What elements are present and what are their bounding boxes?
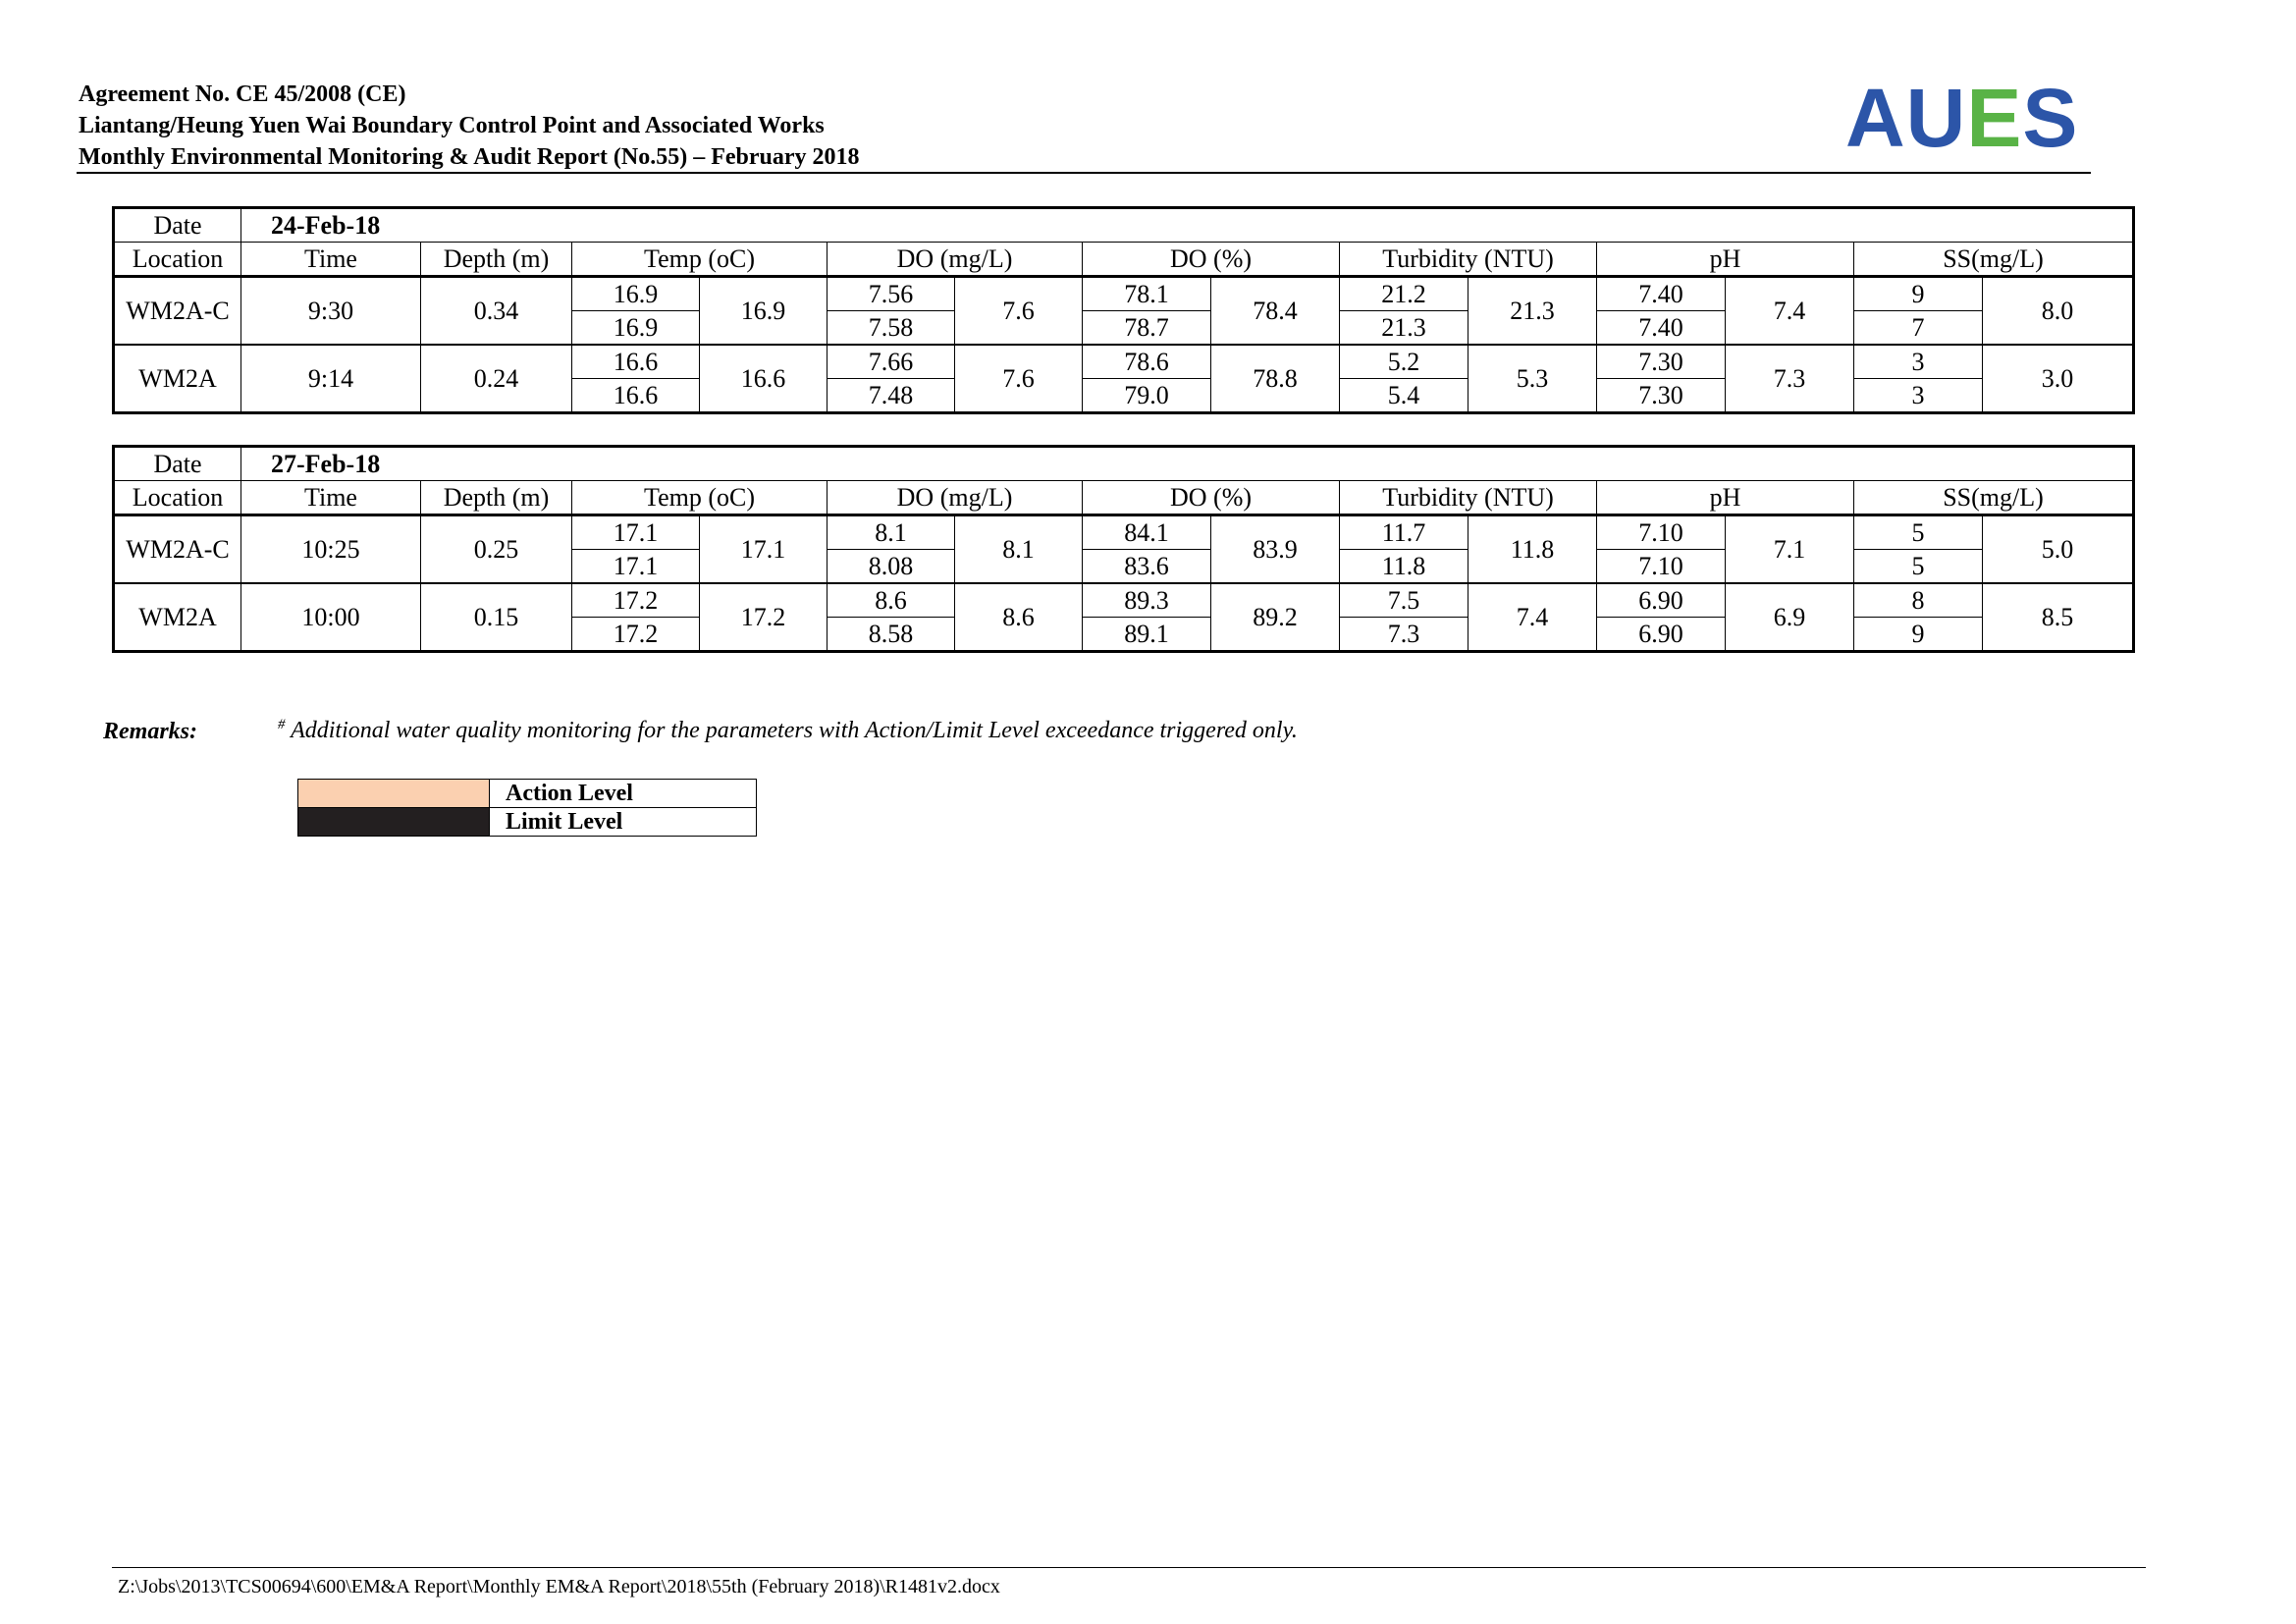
legend-row — [298, 808, 757, 837]
do-mgl-average: 8.1 — [955, 515, 1083, 584]
ss-reading: 9 — [1854, 618, 1983, 652]
ph-average: 7.1 — [1726, 515, 1854, 584]
turbidity-average: 11.8 — [1468, 515, 1597, 584]
col-do-pct: DO (%) — [1083, 481, 1340, 515]
ph-reading: 7.40 — [1597, 277, 1726, 311]
depth-cell: 0.34 — [421, 277, 572, 346]
remarks-text — [278, 717, 1298, 744]
col-do-pct: DO (%) — [1083, 243, 1340, 277]
turbidity-reading: 7.5 — [1340, 583, 1468, 618]
do-mgl-reading: 8.58 — [828, 618, 955, 652]
do-pct-average: 83.9 — [1211, 515, 1340, 584]
do-mgl-reading: 7.56 — [828, 277, 955, 311]
location-cell: WM2A — [114, 583, 241, 652]
col-temp: Temp (oC) — [572, 481, 828, 515]
aues-logo — [1845, 72, 2079, 164]
date-label: Date — [114, 208, 241, 243]
do-pct-reading: 79.0 — [1083, 379, 1211, 413]
turbidity-average: 21.3 — [1468, 277, 1597, 346]
report-title: Monthly Environmental Monitoring & Audit Report (No.55) – February 2018 — [79, 144, 860, 170]
col-turbidity: Turbidity (NTU) — [1340, 481, 1597, 515]
col-location: Location — [114, 243, 241, 277]
logo-text-s: S — [2022, 72, 2079, 164]
project-title: Liantang/Heung Yuen Wai Boundary Control Point and Associated Works — [79, 113, 825, 138]
do-mgl-reading: 8.6 — [828, 583, 955, 618]
ph-reading: 6.90 — [1597, 618, 1726, 652]
ss-reading: 5 — [1854, 515, 1983, 550]
date-row — [114, 208, 2134, 243]
date-label: Date — [114, 447, 241, 481]
table-row — [114, 345, 2134, 379]
turbidity-reading: 11.8 — [1340, 550, 1468, 584]
table-row — [114, 583, 2134, 618]
col-depth: Depth (m) — [421, 481, 572, 515]
water-quality-table-1 — [112, 206, 2135, 414]
do-pct-reading: 84.1 — [1083, 515, 1211, 550]
report-header — [79, 79, 2086, 173]
temp-reading: 16.9 — [572, 311, 700, 346]
footer-file-path: Z:\Jobs\2013\TCS00694\600\EM&A Report\Monthly EM&A Report\2018\55th (February 2018)\R1481v2.docx — [118, 1576, 1000, 1597]
turbidity-average: 7.4 — [1468, 583, 1597, 652]
do-pct-reading: 83.6 — [1083, 550, 1211, 584]
turbidity-reading: 21.2 — [1340, 277, 1468, 311]
remarks-marker: # — [278, 717, 286, 732]
header-divider — [77, 172, 2091, 174]
ss-reading: 8 — [1854, 583, 1983, 618]
do-mgl-average: 7.6 — [955, 277, 1083, 346]
col-ph: pH — [1597, 243, 1854, 277]
time-cell: 10:00 — [241, 583, 421, 652]
do-mgl-reading: 7.66 — [828, 345, 955, 379]
temp-reading: 16.9 — [572, 277, 700, 311]
temp-average: 17.1 — [700, 515, 828, 584]
table-row — [114, 515, 2134, 550]
do-mgl-reading: 7.48 — [828, 379, 955, 413]
remarks-body: Additional water quality monitoring for the parameters with Action/Limit Level exceedance triggered only. — [285, 718, 1298, 743]
date-value: 27-Feb-18 — [241, 447, 572, 481]
col-depth: Depth (m) — [421, 243, 572, 277]
ph-reading: 7.10 — [1597, 515, 1726, 550]
ph-reading: 7.40 — [1597, 311, 1726, 346]
col-time: Time — [241, 243, 421, 277]
ss-average: 8.5 — [1983, 583, 2134, 652]
col-temp: Temp (oC) — [572, 243, 828, 277]
ss-average: 3.0 — [1983, 345, 2134, 413]
ph-average: 6.9 — [1726, 583, 1854, 652]
depth-cell: 0.24 — [421, 345, 572, 413]
temp-reading: 17.1 — [572, 515, 700, 550]
ph-reading: 7.30 — [1597, 379, 1726, 413]
turbidity-reading: 5.4 — [1340, 379, 1468, 413]
do-pct-average: 78.4 — [1211, 277, 1340, 346]
col-ss: SS(mg/L) — [1854, 243, 2134, 277]
do-pct-reading: 78.1 — [1083, 277, 1211, 311]
location-cell: WM2A — [114, 345, 241, 413]
remarks-label: Remarks: — [103, 719, 197, 744]
time-cell: 9:14 — [241, 345, 421, 413]
col-turbidity: Turbidity (NTU) — [1340, 243, 1597, 277]
limit-level-label: Limit Level — [490, 808, 757, 837]
ph-average: 7.4 — [1726, 277, 1854, 346]
ss-average: 8.0 — [1983, 277, 2134, 346]
do-mgl-average: 8.6 — [955, 583, 1083, 652]
agreement-number: Agreement No. CE 45/2008 (CE) — [79, 81, 406, 107]
temp-reading: 17.1 — [572, 550, 700, 584]
column-header-row — [114, 481, 2134, 515]
table-row — [114, 277, 2134, 311]
col-ss: SS(mg/L) — [1854, 481, 2134, 515]
col-ph: pH — [1597, 481, 1854, 515]
logo-text-e: E — [1966, 72, 2023, 164]
date-value: 24-Feb-18 — [241, 208, 572, 243]
turbidity-reading: 11.7 — [1340, 515, 1468, 550]
depth-cell: 0.25 — [421, 515, 572, 584]
time-cell: 10:25 — [241, 515, 421, 584]
water-quality-table-2 — [112, 445, 2135, 653]
ss-reading: 3 — [1854, 345, 1983, 379]
time-cell: 9:30 — [241, 277, 421, 346]
turbidity-reading: 7.3 — [1340, 618, 1468, 652]
do-pct-average: 89.2 — [1211, 583, 1340, 652]
temp-reading: 17.2 — [572, 583, 700, 618]
do-mgl-average: 7.6 — [955, 345, 1083, 413]
level-legend — [297, 779, 757, 837]
ss-average: 5.0 — [1983, 515, 2134, 584]
temp-reading: 17.2 — [572, 618, 700, 652]
do-pct-reading: 89.1 — [1083, 618, 1211, 652]
col-do-mgl: DO (mg/L) — [828, 243, 1083, 277]
logo-text-au: AU — [1845, 72, 1967, 164]
ph-reading: 7.10 — [1597, 550, 1726, 584]
location-cell: WM2A-C — [114, 277, 241, 346]
do-pct-reading: 89.3 — [1083, 583, 1211, 618]
ss-reading: 3 — [1854, 379, 1983, 413]
col-do-mgl: DO (mg/L) — [828, 481, 1083, 515]
col-location: Location — [114, 481, 241, 515]
location-cell: WM2A-C — [114, 515, 241, 584]
ss-reading: 9 — [1854, 277, 1983, 311]
footer-divider — [112, 1567, 2146, 1568]
depth-cell: 0.15 — [421, 583, 572, 652]
ss-reading: 7 — [1854, 311, 1983, 346]
do-pct-reading: 78.7 — [1083, 311, 1211, 346]
do-pct-reading: 78.6 — [1083, 345, 1211, 379]
do-mgl-reading: 8.1 — [828, 515, 955, 550]
ph-reading: 7.30 — [1597, 345, 1726, 379]
do-mgl-reading: 7.58 — [828, 311, 955, 346]
action-level-swatch — [298, 780, 490, 808]
legend-row — [298, 780, 757, 808]
turbidity-reading: 5.2 — [1340, 345, 1468, 379]
action-level-label: Action Level — [490, 780, 757, 808]
col-time: Time — [241, 481, 421, 515]
turbidity-average: 5.3 — [1468, 345, 1597, 413]
ph-average: 7.3 — [1726, 345, 1854, 413]
temp-average: 16.9 — [700, 277, 828, 346]
column-header-row — [114, 243, 2134, 277]
ph-reading: 6.90 — [1597, 583, 1726, 618]
date-row — [114, 447, 2134, 481]
temp-average: 16.6 — [700, 345, 828, 413]
ss-reading: 5 — [1854, 550, 1983, 584]
turbidity-reading: 21.3 — [1340, 311, 1468, 346]
limit-level-swatch — [298, 808, 490, 837]
temp-average: 17.2 — [700, 583, 828, 652]
do-mgl-reading: 8.08 — [828, 550, 955, 584]
temp-reading: 16.6 — [572, 345, 700, 379]
do-pct-average: 78.8 — [1211, 345, 1340, 413]
temp-reading: 16.6 — [572, 379, 700, 413]
